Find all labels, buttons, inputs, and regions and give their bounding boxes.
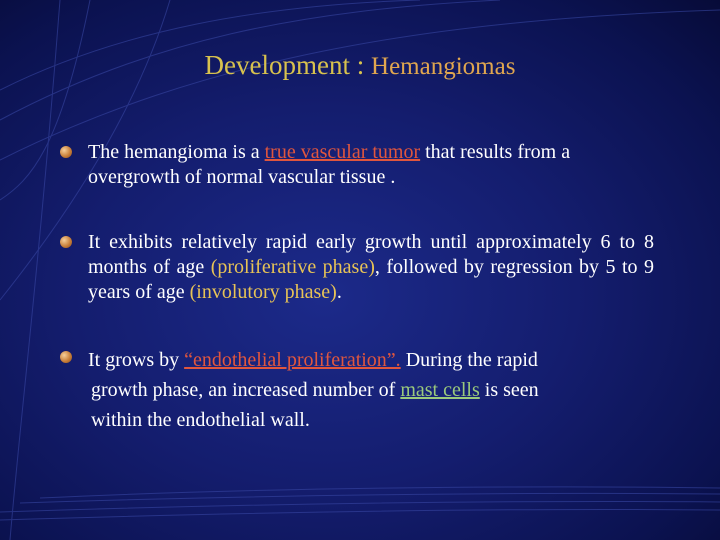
bullet-line [88, 405, 654, 435]
bullet-text: that results from a overgrowth of normal vascular tissue . [88, 141, 571, 188]
phase-highlight: (involutory phase) [189, 281, 337, 303]
bullet-item [88, 230, 654, 305]
bullet-line [88, 345, 654, 375]
title-primary: Development : [204, 50, 372, 80]
bullet-item [88, 345, 654, 435]
bullet-text: is seen [479, 379, 539, 401]
bullet-link[interactable]: mast cells [400, 379, 480, 401]
bullet-line [88, 375, 654, 405]
bullet-icon [60, 146, 72, 158]
phase-highlight: (proliferative phase) [210, 256, 375, 278]
bullet-text: growth phase, an increased number of [91, 379, 401, 401]
bullet-icon [60, 236, 72, 248]
bullet-text: . [336, 281, 342, 303]
slide-title [0, 48, 720, 84]
bullet-item [88, 140, 654, 190]
bullet-text: It exhibits relatively rapid early growth until approximately 6 to 8 months of age [88, 231, 654, 278]
bullet-icon [60, 351, 72, 363]
bullet-text: During the rapid [400, 349, 538, 371]
bullet-text: within the endothelial wall. [91, 409, 310, 431]
bullet-link[interactable]: “endothelial proliferation”. [184, 349, 401, 371]
bullet-text: , followed by regression by 5 to 9 years of age [88, 256, 654, 303]
title-secondary: Hemangiomas [371, 53, 516, 80]
bullet-text: The hemangioma is a [88, 141, 265, 163]
bullet-link[interactable]: true vascular tumor [264, 141, 421, 163]
bullet-text: It grows by [88, 349, 185, 371]
